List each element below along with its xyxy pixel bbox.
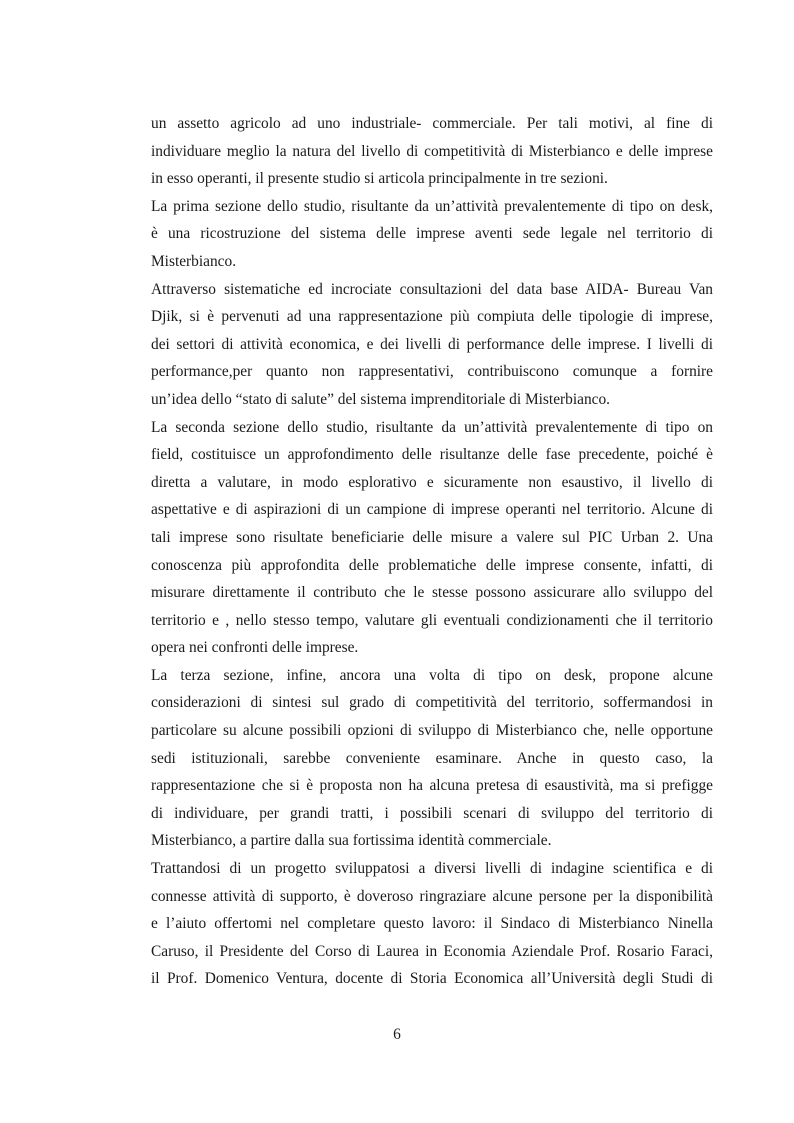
document-body [151,110,713,993]
page-number: 6 [393,1026,401,1043]
text-line: in esso operanti, il presente studio si articola principalmente in tre sezioni. [151,170,608,188]
text-line: sedi istituzionali, sarebbe conveniente esaminare. Anche in questo caso, la [151,749,713,767]
paragraph [151,414,713,662]
paragraph-list [151,110,713,993]
text-line: individuare meglio la natura del livello di competitività di Misterbianco e delle imprese [151,142,713,160]
text-line: performance,per quanto non rappresentativi, contribuiscono comunque a fornire [151,363,713,381]
text-line: particolare su alcune possibili opzioni di sviluppo di Misterbianco che, nelle opportune [151,722,713,740]
text-line: Caruso, il Presidente del Corso di Laurea in Economia Aziendale Prof. Rosario Faraci, [151,942,713,960]
text-line: Attraverso sistematiche ed incrociate consultazioni del data base AIDA- Bureau Van [151,280,713,298]
text-line: tali imprese sono risultate beneficiarie delle misure a valere sul PIC Urban 2. Una [151,528,713,546]
paragraph [151,193,713,276]
text-line: è una ricostruzione del sistema delle imprese aventi sede legale nel territorio di [151,225,713,243]
text-line: e l’aiuto offertomi nel completare questo lavoro: il Sindaco di Misterbianco Ninella [151,915,713,933]
text-line: field, costituisce un approfondimento delle risultanze delle fase precedente, poiché è [151,446,713,464]
paragraph [151,110,713,193]
text-line: Djik, si è pervenuti ad una rappresentazione più compiuta delle tipologie di imprese, [151,308,713,326]
text-line: Misterbianco. [151,252,237,270]
text-line: misurare direttamente il contributo che le stesse possono assicurare allo sviluppo del [151,584,713,602]
paragraph [151,276,713,414]
text-line: diretta a valutare, in modo esplorativo e sicuramente non esaustivo, il livello di [151,473,713,491]
text-line: considerazioni di sintesi sul grado di competitività del territorio, soffermandosi in [151,694,713,712]
text-line: rappresentazione che si è proposta non ha alcuna pretesa di esaustività, ma si prefigge [151,777,713,795]
text-line: dei settori di attività economica, e dei livelli di performance delle imprese. I livelli di [151,335,713,353]
text-line: connesse attività di supporto, è doveroso ringraziare alcune persone per la disponibilità [151,887,713,905]
text-line: un assetto agricolo ad uno industriale- commerciale. Per tali motivi, al fine di [151,115,713,132]
text-line: territorio e , nello stesso tempo, valutare gli eventuali condizionamenti che il territorio [151,611,713,629]
text-line: di individuare, per grandi tratti, i possibili scenari di sviluppo del territorio di [151,804,713,822]
text-line: conoscenza più approfondita delle problematiche delle imprese consente, infatti, di [151,556,713,574]
paragraph [151,855,713,993]
text-line: La prima sezione dello studio, risultante da un’attività prevalentemente di tipo on desk, [151,197,713,215]
text-line: La terza sezione, infine, ancora una volta di tipo on desk, propone alcune [151,666,713,684]
text-line: Misterbianco, a partire dalla sua fortissima identità commerciale. [151,832,552,850]
text-line: un’idea dello “stato di salute” del sistema imprenditoriale di Misterbianco. [151,390,611,408]
text-line: La seconda sezione dello studio, risultante da un’attività prevalentemente di tipo on [151,418,713,436]
paragraph [151,662,713,855]
text-line: aspettative e di aspirazioni di un campione di imprese operanti nel territorio. Alcune di [151,501,713,519]
text-line: Trattandosi di un progetto sviluppatosi a diversi livelli di indagine scientifica e di [151,860,713,878]
text-line: il Prof. Domenico Ventura, docente di Storia Economica all’Università degli Studi di [151,970,713,988]
text-line: opera nei confronti delle imprese. [151,639,359,657]
